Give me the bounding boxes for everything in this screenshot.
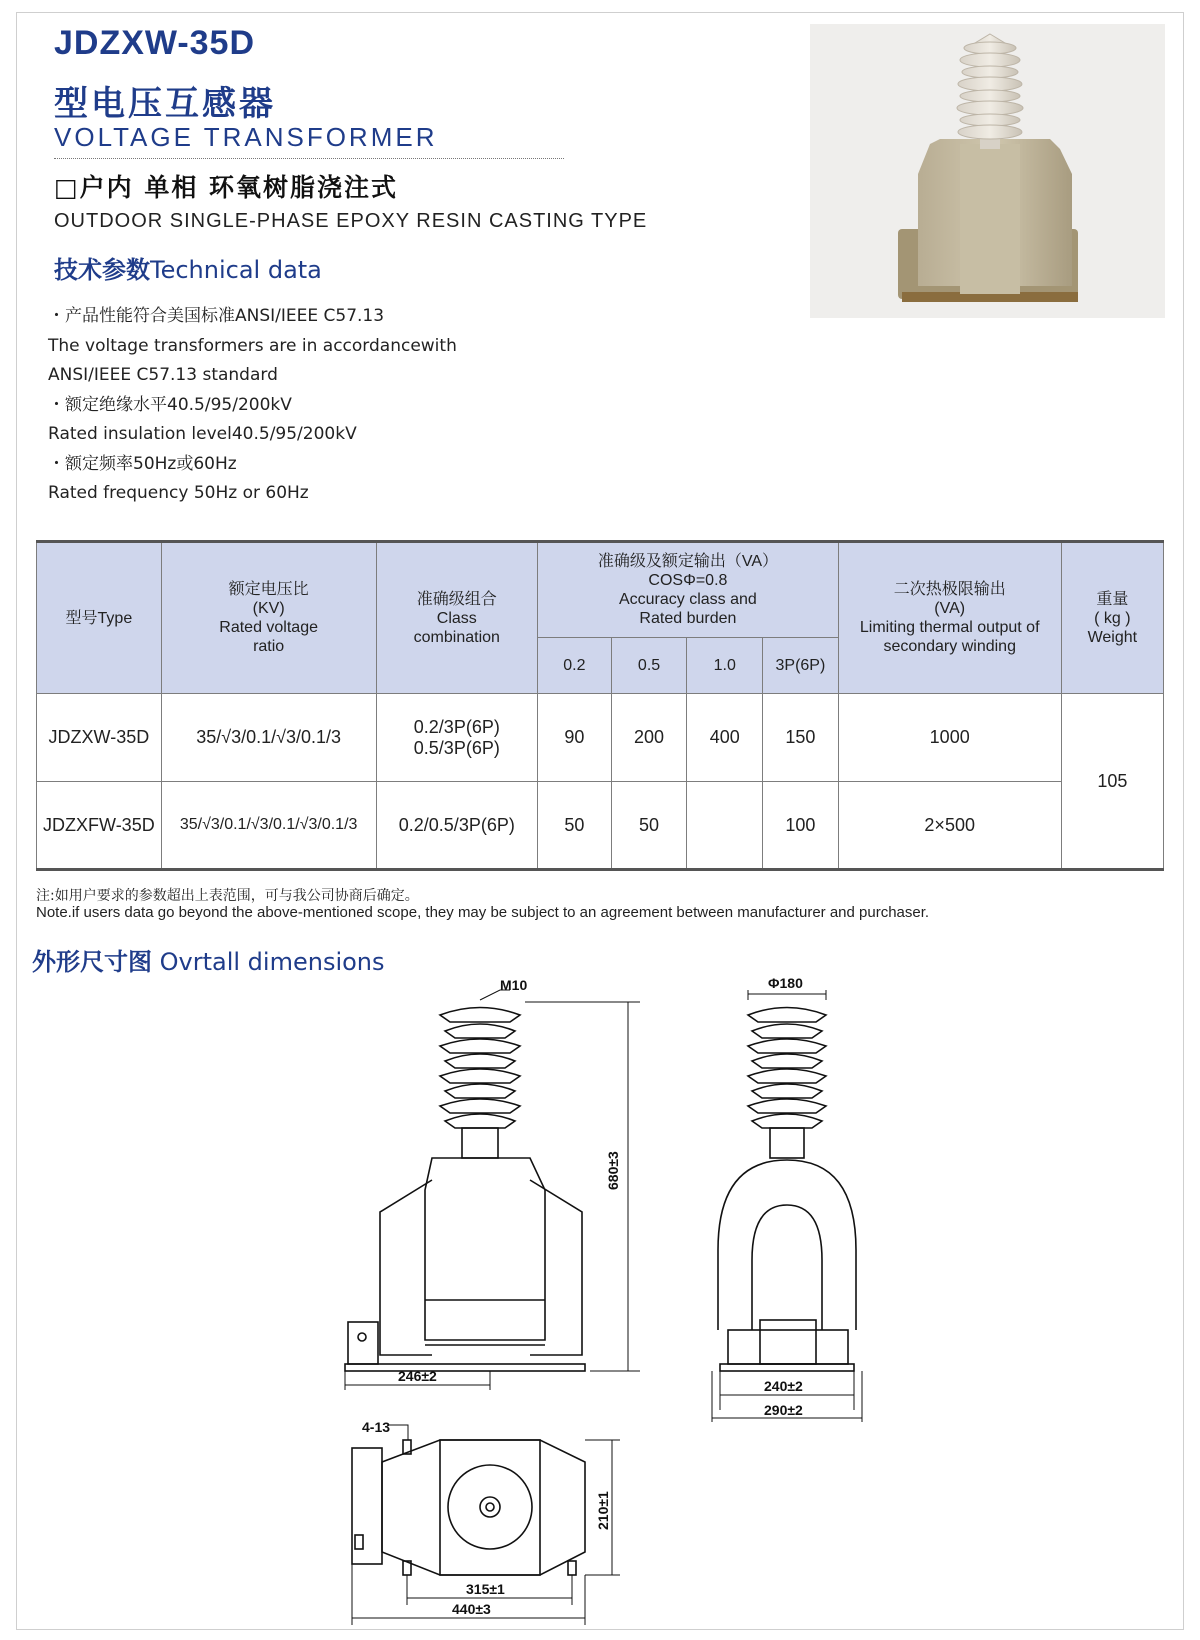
note-en: Note.if users data go beyond the above-mentioned scope, they may be subject to an agreement between manufacturer and purchaser. [36, 904, 930, 921]
tech-heading-en: Technical data [150, 256, 322, 284]
transformer-photo-graphic [810, 24, 1165, 318]
cell-class: 0.2/0.5/3P(6P) [376, 782, 538, 870]
side-view [718, 1008, 856, 1372]
sub-header-10: 1.0 [687, 638, 763, 694]
product-photo [810, 24, 1165, 318]
spec-table [36, 540, 1164, 871]
bullet-line: ・额定绝缘水平40.5/95/200kV [48, 394, 292, 415]
table-row [37, 782, 1164, 870]
header-ratio: 额定电压比 (KV) Rated voltage ratio [161, 542, 376, 694]
cell-thermal: 2×500 [838, 782, 1061, 870]
dim-315: 315±1 [466, 1581, 505, 1597]
cell-b10 [687, 782, 763, 870]
type-cn: □户内 单相 环氧树脂浇注式 [54, 173, 399, 202]
type-en: OUTDOOR SINGLE-PHASE EPOXY RESIN CASTING TYPE [54, 210, 648, 232]
cell-type: JDZXFW-35D [37, 782, 162, 870]
dim-phi180: Φ180 [768, 975, 803, 991]
dim-210: 210±1 [595, 1491, 611, 1530]
cell-weight: 105 [1061, 694, 1163, 870]
bullet-line: Rated insulation level40.5/95/200kV [48, 424, 357, 444]
tech-heading [54, 250, 322, 285]
bullet-line: ANSI/IEEE C57.13 standard [48, 365, 278, 385]
cell-class: 0.2/3P(6P) 0.5/3P(6P) [376, 694, 538, 782]
note-cn: 注:如用户要求的参数超出上表范围，可与我公司协商后确定。 [36, 888, 419, 904]
table-row [37, 694, 1164, 782]
spec-bullets [48, 302, 457, 509]
tech-heading-cn: 技术参数 [54, 256, 150, 284]
cell-thermal: 1000 [838, 694, 1061, 782]
front-dimension-lines [345, 990, 640, 1390]
side-insulator-sheds [748, 1008, 826, 1129]
dim-holes: 4-13 [362, 1419, 391, 1435]
dimension-drawing [0, 960, 1200, 1630]
sub-header-3p: 3P(6P) [763, 638, 839, 694]
bullet-line: ・产品性能符合美国标准ANSI/IEEE C57.13 [48, 306, 385, 326]
header-thermal: 二次热极限输出 (VA) Limiting thermal output of secondary winding [838, 542, 1061, 694]
dim-680: 680±3 [605, 1151, 621, 1190]
cell-ratio: 35/√3/0.1/√3/0.1/3 [161, 694, 376, 782]
front-insulator-sheds [440, 1008, 520, 1129]
cell-b02: 50 [538, 782, 612, 870]
top-view [352, 1440, 585, 1575]
cell-b10: 400 [687, 694, 763, 782]
dimensions-heading-cn: 外形尺寸图 [32, 948, 152, 976]
cn-title: 型电压互感器 [54, 84, 276, 124]
sub-header-05: 0.5 [611, 638, 687, 694]
bullet-line: Rated frequency 50Hz or 60Hz [48, 483, 309, 503]
bullet-line: ・额定频率50Hz或60Hz [48, 453, 237, 474]
cell-ratio: 35/√3/0.1/√3/0.1/√3/0.1/3 [161, 782, 376, 870]
cell-b3p: 150 [763, 694, 839, 782]
cell-b05: 50 [611, 782, 687, 870]
model-title: JDZXW-35D [54, 24, 256, 62]
header-class: 准确级组合 Class combination [376, 542, 538, 694]
cell-b3p: 100 [763, 782, 839, 870]
header-type: 型号Type [37, 542, 162, 694]
front-view [345, 1008, 585, 1372]
dim-m10: M10 [500, 977, 528, 993]
dimensions-heading-en: Ovrtall dimensions [159, 948, 385, 976]
en-title: VOLTAGE TRANSFORMER [54, 122, 438, 152]
dim-440: 440±3 [452, 1601, 491, 1617]
dotted-divider [54, 158, 564, 159]
bullet-line: The voltage transformers are in accordancewith [48, 335, 457, 356]
dim-246: 246±2 [398, 1368, 437, 1384]
dim-290: 290±2 [764, 1402, 803, 1418]
cell-type: JDZXW-35D [37, 694, 162, 782]
cell-b05: 200 [611, 694, 687, 782]
header-burden: 准确级及额定输出（VA） COSΦ=0.8 Accuracy class and Rated burden [538, 542, 839, 638]
dim-240: 240±2 [764, 1378, 803, 1394]
cell-b02: 90 [538, 694, 612, 782]
sub-header-02: 0.2 [538, 638, 612, 694]
header-weight: 重量 ( kg ) Weight [1061, 542, 1163, 694]
